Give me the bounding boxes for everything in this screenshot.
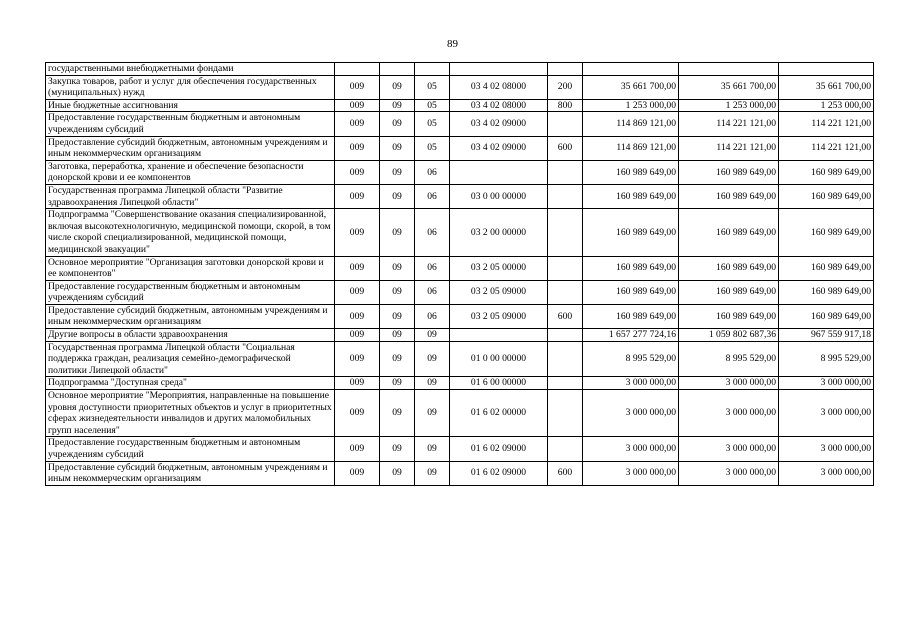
- row-sum-3: [779, 63, 874, 76]
- row-target-article: 03 2 05 00000: [450, 256, 548, 280]
- row-expense-type: [548, 184, 583, 208]
- row-expense-type: [548, 112, 583, 136]
- row-expense-type: 800: [548, 99, 583, 112]
- row-name: Заготовка, переработка, хранение и обеспечение безопасности донорской крови и ее компонентов: [46, 160, 335, 184]
- row-sum-2: 3 000 000,00: [679, 377, 779, 390]
- row-target-article: 03 2 00 00000: [450, 209, 548, 256]
- row-sum-1: 1 253 000,00: [583, 99, 679, 112]
- row-sum-3: 8 995 529,00: [779, 341, 874, 377]
- row-section: 09: [380, 461, 415, 485]
- row-name: Государственная программа Липецкой области "Социальная поддержка граждан, реализация семейно-демографической политики Липецкой области": [46, 341, 335, 377]
- table-row: [46, 160, 874, 184]
- row-section: 09: [380, 184, 415, 208]
- row-sum-1: [583, 63, 679, 76]
- row-target-article: 03 4 02 08000: [450, 99, 548, 112]
- row-ministry: 009: [335, 341, 380, 377]
- row-name: Предоставление субсидий бюджетным, автономным учреждениям и иным некоммерческим организациям: [46, 304, 335, 328]
- row-subsection: 05: [415, 75, 450, 99]
- row-target-article: 03 2 05 09000: [450, 304, 548, 328]
- row-section: 09: [380, 437, 415, 461]
- row-target-article: 03 4 02 09000: [450, 136, 548, 160]
- row-expense-type: [548, 63, 583, 76]
- row-ministry: 009: [335, 280, 380, 304]
- row-sum-3: 3 000 000,00: [779, 390, 874, 437]
- row-expense-type: [548, 160, 583, 184]
- row-subsection: 05: [415, 112, 450, 136]
- row-name: Предоставление субсидий бюджетным, автономным учреждениям и иным некоммерческим организациям: [46, 461, 335, 485]
- row-ministry: 009: [335, 112, 380, 136]
- table-row: [46, 75, 874, 99]
- row-name: Предоставление государственным бюджетным и автономным учреждениям субсидий: [46, 112, 335, 136]
- row-target-article: 03 4 02 08000: [450, 75, 548, 99]
- row-sum-2: 3 000 000,00: [679, 437, 779, 461]
- row-sum-1: 160 989 649,00: [583, 209, 679, 256]
- row-target-article: 03 2 05 09000: [450, 280, 548, 304]
- row-ministry: 009: [335, 304, 380, 328]
- row-ministry: 009: [335, 377, 380, 390]
- row-section: 09: [380, 390, 415, 437]
- row-target-article: [450, 329, 548, 342]
- row-sum-2: 160 989 649,00: [679, 280, 779, 304]
- row-subsection: 06: [415, 209, 450, 256]
- row-name: Предоставление государственным бюджетным и автономным учреждениям субсидий: [46, 280, 335, 304]
- row-subsection: 09: [415, 329, 450, 342]
- row-expense-type: [548, 437, 583, 461]
- row-ministry: 009: [335, 437, 380, 461]
- row-sum-2: 114 221 121,00: [679, 136, 779, 160]
- table-row: [46, 209, 874, 256]
- row-ministry: 009: [335, 461, 380, 485]
- table-row: [46, 304, 874, 328]
- row-expense-type: [548, 390, 583, 437]
- row-target-article: [450, 160, 548, 184]
- row-subsection: 05: [415, 136, 450, 160]
- row-subsection: 06: [415, 280, 450, 304]
- table-row: [46, 63, 874, 76]
- row-name: Подпрограмма "Доступная среда": [46, 377, 335, 390]
- row-ministry: 009: [335, 75, 380, 99]
- row-sum-2: 114 221 121,00: [679, 112, 779, 136]
- row-sum-1: 1 657 277 724,16: [583, 329, 679, 342]
- row-ministry: 009: [335, 256, 380, 280]
- row-name: Основное мероприятие "Мероприятия, направленные на повышение уровня доступности приоритетных объектов и услуг в приоритетных сферах жизнедеятельности инвалидов и других маломобильных групп населения": [46, 390, 335, 437]
- row-sum-1: 3 000 000,00: [583, 377, 679, 390]
- row-sum-3: 160 989 649,00: [779, 184, 874, 208]
- table-row: [46, 437, 874, 461]
- row-ministry: 009: [335, 329, 380, 342]
- row-sum-1: 114 869 121,00: [583, 112, 679, 136]
- row-sum-2: 35 661 700,00: [679, 75, 779, 99]
- row-ministry: 009: [335, 390, 380, 437]
- row-subsection: 06: [415, 184, 450, 208]
- row-sum-2: 160 989 649,00: [679, 160, 779, 184]
- row-subsection: 06: [415, 304, 450, 328]
- row-sum-1: 3 000 000,00: [583, 390, 679, 437]
- row-section: 09: [380, 377, 415, 390]
- row-sum-3: 160 989 649,00: [779, 304, 874, 328]
- table-body: [46, 63, 874, 486]
- row-target-article: 01 6 02 09000: [450, 437, 548, 461]
- table-row: [46, 390, 874, 437]
- table-row: [46, 461, 874, 485]
- row-ministry: 009: [335, 184, 380, 208]
- row-expense-type: 600: [548, 136, 583, 160]
- row-section: 09: [380, 112, 415, 136]
- table-row: [46, 341, 874, 377]
- row-name: Основное мероприятие "Организация заготовки донорской крови и ее компонентов": [46, 256, 335, 280]
- row-sum-2: 160 989 649,00: [679, 209, 779, 256]
- row-target-article: 01 6 00 00000: [450, 377, 548, 390]
- row-sum-3: 160 989 649,00: [779, 280, 874, 304]
- row-target-article: 03 4 02 09000: [450, 112, 548, 136]
- row-sum-3: 3 000 000,00: [779, 377, 874, 390]
- row-name: Предоставление государственным бюджетным и автономным учреждениям субсидий: [46, 437, 335, 461]
- row-sum-3: 967 559 917,18: [779, 329, 874, 342]
- table-row: [46, 99, 874, 112]
- row-target-article: 01 6 02 00000: [450, 390, 548, 437]
- row-sum-1: 160 989 649,00: [583, 256, 679, 280]
- row-subsection: 09: [415, 390, 450, 437]
- row-sum-3: 114 221 121,00: [779, 112, 874, 136]
- row-subsection: 09: [415, 437, 450, 461]
- row-name: государственными внебюджетными фондами: [46, 63, 335, 76]
- budget-table: [45, 62, 874, 486]
- row-target-article: 01 6 02 09000: [450, 461, 548, 485]
- row-sum-2: [679, 63, 779, 76]
- row-expense-type: 600: [548, 304, 583, 328]
- table-row: [46, 377, 874, 390]
- row-target-article: [450, 63, 548, 76]
- row-expense-type: [548, 341, 583, 377]
- row-subsection: 06: [415, 160, 450, 184]
- row-sum-1: 114 869 121,00: [583, 136, 679, 160]
- row-expense-type: [548, 329, 583, 342]
- row-sum-1: 8 995 529,00: [583, 341, 679, 377]
- table-row: [46, 280, 874, 304]
- row-sum-2: 1 059 802 687,36: [679, 329, 779, 342]
- row-name: Иные бюджетные ассигнования: [46, 99, 335, 112]
- table-row: [46, 112, 874, 136]
- row-name: Подпрограмма "Совершенствование оказания специализированной, включая высокотехнологичную, медицинской помощи, скорой, в том числе скорой специализированной, медицинской помощи, медицинской эвакуации": [46, 209, 335, 256]
- table-row: [46, 256, 874, 280]
- row-sum-3: 3 000 000,00: [779, 437, 874, 461]
- row-section: 09: [380, 136, 415, 160]
- row-expense-type: [548, 377, 583, 390]
- row-sum-1: 35 661 700,00: [583, 75, 679, 99]
- row-sum-3: 3 000 000,00: [779, 461, 874, 485]
- row-section: [380, 63, 415, 76]
- row-sum-3: 160 989 649,00: [779, 256, 874, 280]
- row-sum-2: 8 995 529,00: [679, 341, 779, 377]
- row-subsection: 09: [415, 461, 450, 485]
- row-target-article: 01 0 00 00000: [450, 341, 548, 377]
- row-name: Предоставление субсидий бюджетным, автономным учреждениям и иным некоммерческим организациям: [46, 136, 335, 160]
- row-sum-3: 160 989 649,00: [779, 160, 874, 184]
- row-name: Государственная программа Липецкой области "Развитие здравоохранения Липецкой области": [46, 184, 335, 208]
- row-sum-3: 35 661 700,00: [779, 75, 874, 99]
- row-sum-3: 160 989 649,00: [779, 209, 874, 256]
- table-row: [46, 184, 874, 208]
- row-sum-1: 3 000 000,00: [583, 437, 679, 461]
- row-section: 09: [380, 75, 415, 99]
- row-sum-2: 160 989 649,00: [679, 184, 779, 208]
- row-section: 09: [380, 280, 415, 304]
- row-section: 09: [380, 99, 415, 112]
- row-name: Другие вопросы в области здравоохранения: [46, 329, 335, 342]
- row-section: 09: [380, 341, 415, 377]
- row-sum-1: 160 989 649,00: [583, 304, 679, 328]
- row-sum-1: 160 989 649,00: [583, 160, 679, 184]
- row-sum-1: 160 989 649,00: [583, 184, 679, 208]
- row-sum-3: 1 253 000,00: [779, 99, 874, 112]
- row-subsection: [415, 63, 450, 76]
- row-section: 09: [380, 209, 415, 256]
- row-name: Закупка товаров, работ и услуг для обеспечения государственных (муниципальных) нужд: [46, 75, 335, 99]
- row-sum-2: 1 253 000,00: [679, 99, 779, 112]
- row-sum-1: 160 989 649,00: [583, 280, 679, 304]
- page-number: 89: [447, 38, 458, 50]
- row-expense-type: 200: [548, 75, 583, 99]
- row-expense-type: [548, 280, 583, 304]
- row-subsection: 05: [415, 99, 450, 112]
- row-sum-1: 3 000 000,00: [583, 461, 679, 485]
- row-section: 09: [380, 256, 415, 280]
- row-sum-2: 3 000 000,00: [679, 390, 779, 437]
- row-subsection: 06: [415, 256, 450, 280]
- row-subsection: 09: [415, 377, 450, 390]
- row-expense-type: 600: [548, 461, 583, 485]
- row-ministry: 009: [335, 136, 380, 160]
- row-sum-3: 114 221 121,00: [779, 136, 874, 160]
- row-expense-type: [548, 256, 583, 280]
- table-row: [46, 329, 874, 342]
- row-ministry: 009: [335, 99, 380, 112]
- row-ministry: 009: [335, 209, 380, 256]
- row-ministry: 009: [335, 160, 380, 184]
- row-section: 09: [380, 160, 415, 184]
- row-sum-2: 3 000 000,00: [679, 461, 779, 485]
- row-section: 09: [380, 304, 415, 328]
- row-expense-type: [548, 209, 583, 256]
- row-target-article: 03 0 00 00000: [450, 184, 548, 208]
- row-ministry: [335, 63, 380, 76]
- row-subsection: 09: [415, 341, 450, 377]
- row-sum-2: 160 989 649,00: [679, 304, 779, 328]
- table-row: [46, 136, 874, 160]
- row-sum-2: 160 989 649,00: [679, 256, 779, 280]
- row-section: 09: [380, 329, 415, 342]
